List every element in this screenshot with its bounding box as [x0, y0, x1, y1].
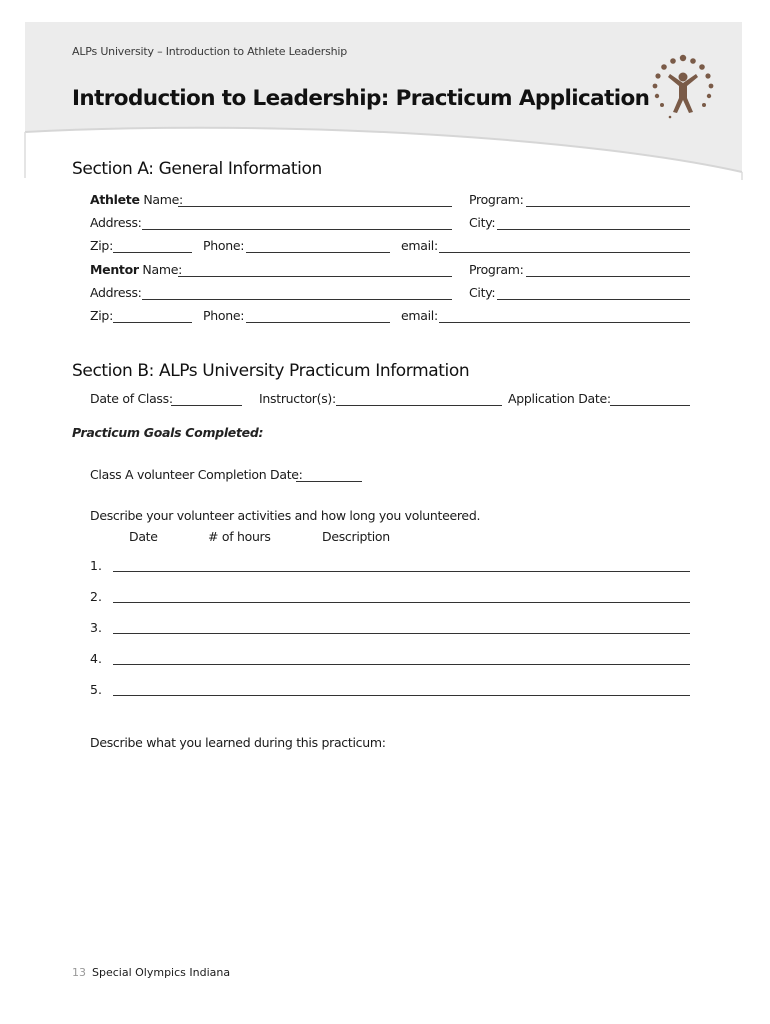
- athlete-name-field[interactable]: [178, 206, 452, 207]
- page-title: Introduction to Leadership: Practicum Application: [72, 86, 650, 111]
- mentor-zip-label: Zip:: [90, 308, 113, 323]
- page-footer: [72, 966, 230, 979]
- list-item-number: 2.: [90, 589, 102, 604]
- mentor-address-row: [90, 285, 690, 303]
- instructors-label: Instructor(s):: [259, 391, 336, 406]
- mentor-program-field[interactable]: [526, 276, 690, 277]
- athlete-address-label: Address:: [90, 215, 142, 230]
- activity-line-4[interactable]: [113, 664, 690, 665]
- describe-activities-prompt: Describe your volunteer activities and how long you volunteered.: [90, 508, 481, 523]
- mentor-name-row: [90, 262, 690, 280]
- athlete-contact-row: [90, 238, 690, 256]
- footer-org: Special Olympics Indiana: [92, 966, 231, 979]
- athlete-city-field[interactable]: [497, 229, 690, 230]
- mentor-name-field[interactable]: [178, 276, 452, 277]
- mentor-address-label: Address:: [90, 285, 142, 300]
- list-item-number: 1.: [90, 558, 102, 573]
- describe-learned-prompt: Describe what you learned during this practicum:: [90, 735, 386, 750]
- class-info-row: [90, 391, 690, 409]
- column-date: Date: [129, 529, 158, 544]
- date-of-class-label: Date of Class:: [90, 391, 173, 406]
- page-number: 13: [72, 966, 86, 979]
- athlete-program-field[interactable]: [526, 206, 690, 207]
- class-a-label: Class A volunteer Completion Date:: [90, 467, 303, 482]
- date-of-class-field[interactable]: [171, 405, 242, 406]
- breadcrumb: ALPs University – Introduction to Athlete Leadership: [72, 45, 348, 58]
- mentor-phone-field[interactable]: [246, 322, 390, 323]
- athlete-name-label: Athlete Name:: [90, 192, 183, 207]
- application-date-field[interactable]: [610, 405, 690, 406]
- column-description: Description: [322, 529, 390, 544]
- mentor-email-label: email:: [401, 308, 438, 323]
- athlete-email-label: email:: [401, 238, 438, 253]
- class-a-row: [90, 467, 690, 485]
- special-olympics-logo-icon: [648, 52, 718, 122]
- list-item-number: 4.: [90, 651, 102, 666]
- class-a-date-field[interactable]: [296, 481, 362, 482]
- athlete-city-label: City:: [469, 215, 496, 230]
- athlete-address-field[interactable]: [142, 229, 452, 230]
- column-hours: # of hours: [208, 529, 271, 544]
- athlete-name-row: [90, 192, 690, 210]
- athlete-phone-field[interactable]: [246, 252, 390, 253]
- mentor-city-field[interactable]: [497, 299, 690, 300]
- athlete-address-row: [90, 215, 690, 233]
- activity-line-2[interactable]: [113, 602, 690, 603]
- mentor-name-label: Mentor Name:: [90, 262, 183, 277]
- mentor-phone-label: Phone:: [203, 308, 245, 323]
- activity-line-5[interactable]: [113, 695, 690, 696]
- athlete-zip-label: Zip:: [90, 238, 113, 253]
- mentor-zip-field[interactable]: [113, 322, 192, 323]
- practicum-goals-heading: Practicum Goals Completed:: [72, 425, 264, 440]
- mentor-address-field[interactable]: [142, 299, 452, 300]
- list-item-number: 3.: [90, 620, 102, 635]
- athlete-zip-field[interactable]: [113, 252, 192, 253]
- section-b-heading: Section B: ALPs University Practicum Information: [72, 361, 470, 381]
- mentor-city-label: City:: [469, 285, 496, 300]
- section-a-heading: Section A: General Information: [72, 159, 322, 179]
- athlete-program-label: Program:: [469, 192, 524, 207]
- instructors-field[interactable]: [336, 405, 502, 406]
- mentor-contact-row: [90, 308, 690, 326]
- athlete-phone-label: Phone:: [203, 238, 245, 253]
- athlete-email-field[interactable]: [439, 252, 690, 253]
- mentor-email-field[interactable]: [439, 322, 690, 323]
- activity-line-1[interactable]: [113, 571, 690, 572]
- activity-line-3[interactable]: [113, 633, 690, 634]
- mentor-program-label: Program:: [469, 262, 524, 277]
- list-item-number: 5.: [90, 682, 102, 697]
- application-date-label: Application Date:: [508, 391, 611, 406]
